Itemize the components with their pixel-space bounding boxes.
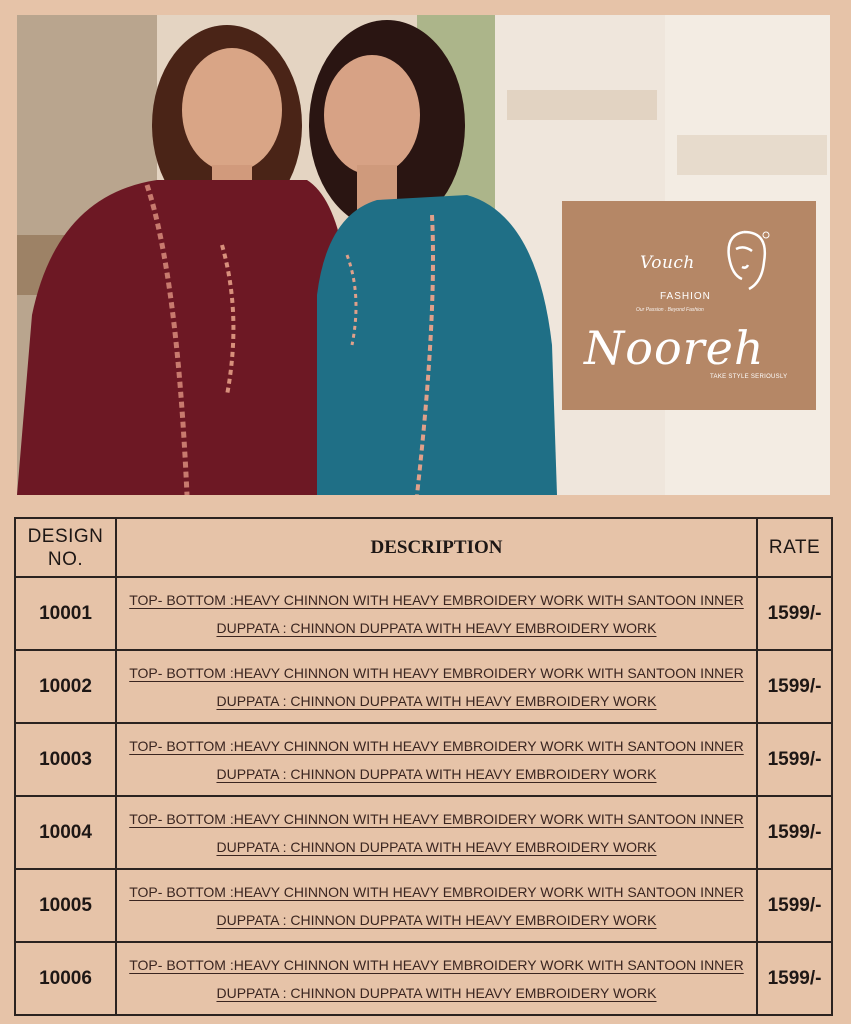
- rate-value: 1599/-: [757, 869, 832, 942]
- right-model-face: [324, 55, 420, 175]
- description-cell: [116, 723, 757, 796]
- description-line-2: DUPPATA : CHINNON DUPPATA WITH HEAVY EMBROIDERY WORK: [216, 984, 657, 1001]
- description-line-1: TOP- BOTTOM :HEAVY CHINNON WITH HEAVY EMBROIDERY WORK WITH SANTOON INNER: [129, 737, 744, 754]
- rate-value: 1599/-: [757, 723, 832, 796]
- description-line-2: DUPPATA : CHINNON DUPPATA WITH HEAVY EMBROIDERY WORK: [216, 911, 657, 928]
- description-cell: [116, 796, 757, 869]
- description-line-1: TOP- BOTTOM :HEAVY CHINNON WITH HEAVY EMBROIDERY WORK WITH SANTOON INNER: [129, 883, 744, 900]
- table-row: [15, 723, 832, 796]
- description-line-2: DUPPATA : CHINNON DUPPATA WITH HEAVY EMBROIDERY WORK: [216, 765, 657, 782]
- brand-company-suffix: FASHION: [660, 291, 711, 302]
- design-no: 10005: [15, 869, 116, 942]
- design-no: 10001: [15, 577, 116, 650]
- design-no: 10002: [15, 650, 116, 723]
- design-no: 10004: [15, 796, 116, 869]
- brand-company: Vouch: [640, 253, 695, 273]
- rate-table: [14, 517, 833, 1016]
- header-design-no: DESIGN NO.: [15, 518, 116, 577]
- rate-value: 1599/-: [757, 650, 832, 723]
- rate-value: 1599/-: [757, 796, 832, 869]
- description-cell: [116, 942, 757, 1015]
- description-line-1: TOP- BOTTOM :HEAVY CHINNON WITH HEAVY EMBROIDERY WORK WITH SANTOON INNER: [129, 664, 744, 681]
- brand-panel: [562, 201, 816, 410]
- table-row: [15, 869, 832, 942]
- brand-tagline: TAKE STYLE SERIOUSLY: [710, 374, 788, 380]
- design-no: 10003: [15, 723, 116, 796]
- description-line-1: TOP- BOTTOM :HEAVY CHINNON WITH HEAVY EMBROIDERY WORK WITH SANTOON INNER: [129, 591, 744, 608]
- left-model-face: [182, 48, 282, 172]
- description-cell: [116, 577, 757, 650]
- table-header-row: [15, 518, 832, 577]
- description-cell: [116, 650, 757, 723]
- description-line-1: TOP- BOTTOM :HEAVY CHINNON WITH HEAVY EMBROIDERY WORK WITH SANTOON INNER: [129, 956, 744, 973]
- header-rate: RATE: [757, 518, 832, 577]
- table-row: [15, 796, 832, 869]
- table-row: [15, 577, 832, 650]
- rate-value: 1599/-: [757, 577, 832, 650]
- description-line-1: TOP- BOTTOM :HEAVY CHINNON WITH HEAVY EMBROIDERY WORK WITH SANTOON INNER: [129, 810, 744, 827]
- woman-silhouette-icon: [714, 227, 774, 297]
- description-line-2: DUPPATA : CHINNON DUPPATA WITH HEAVY EMBROIDERY WORK: [216, 838, 657, 855]
- design-no: 10006: [15, 942, 116, 1015]
- rate-value: 1599/-: [757, 942, 832, 1015]
- catalog-name: Nooreh: [584, 321, 765, 375]
- header-description: DESCRIPTION: [116, 518, 757, 577]
- description-cell: [116, 869, 757, 942]
- brand-company-sub: Our Passion . Beyond Fashion: [636, 307, 704, 313]
- table-row: [15, 650, 832, 723]
- table-row: [15, 942, 832, 1015]
- description-line-2: DUPPATA : CHINNON DUPPATA WITH HEAVY EMBROIDERY WORK: [216, 692, 657, 709]
- description-line-2: DUPPATA : CHINNON DUPPATA WITH HEAVY EMBROIDERY WORK: [216, 619, 657, 636]
